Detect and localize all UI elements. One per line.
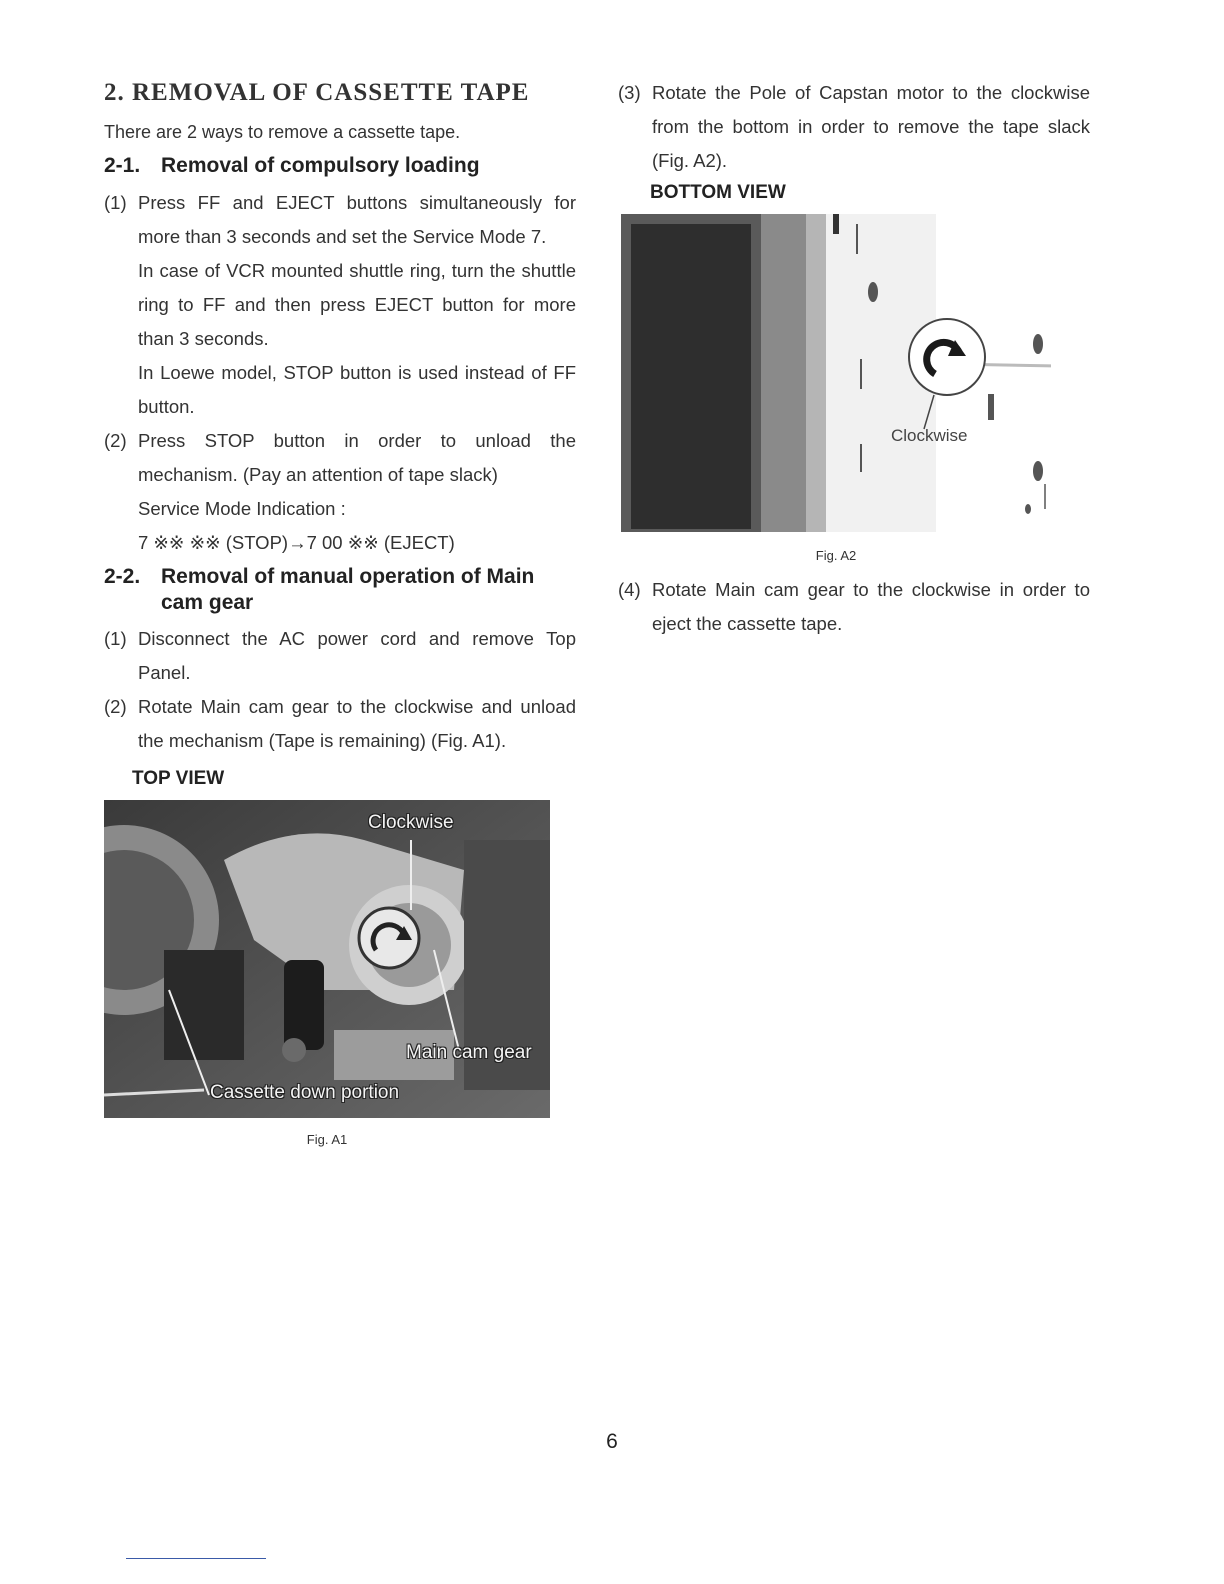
item-text: Rotate Main cam gear to the clockwise and unload the mechanism (Tape is remaining) (Fig. A1).	[138, 696, 576, 751]
bottom-view-photo-illustration	[621, 214, 1051, 536]
item-text: Disconnect the AC power cord and remove Top Panel.	[138, 628, 576, 683]
section-intro: There are 2 ways to remove a cassette tape.	[104, 122, 461, 142]
subsection-heading-2-1	[104, 152, 576, 180]
list-item	[104, 622, 576, 690]
figure-a1-photo	[104, 800, 550, 1118]
list-item	[104, 690, 576, 758]
item-number: (2)	[104, 430, 127, 451]
bottom-view-label: BOTTOM VIEW	[650, 182, 786, 203]
item-text: Rotate Main cam gear to the clockwise in order to eject the cassette tape.	[652, 579, 1090, 634]
figure-a2-caption: Fig. A2	[815, 548, 857, 563]
list-item	[618, 76, 1090, 178]
callout-clockwise: Clockwise	[368, 812, 454, 833]
item-number: (2)	[104, 696, 127, 717]
list-item	[104, 424, 576, 492]
item-number: (1)	[104, 628, 127, 649]
figure-a1-caption: Fig. A1	[306, 1132, 348, 1147]
subsection-title: Removal of manual operation of Main cam gear	[161, 565, 535, 614]
top-view-label: TOP VIEW	[132, 768, 225, 789]
service-mode-value: 7 ※※ ※※ (STOP)→7 00 ※※ (EJECT)	[138, 532, 455, 553]
item-number: (3)	[618, 82, 641, 103]
item-text: Rotate the Pole of Capstan motor to the clockwise from the bottom in order to remove the tape slack (Fig. A2).	[652, 82, 1090, 171]
page-number: 6	[606, 1430, 618, 1453]
callout-cassette-down-portion: Cassette down portion	[210, 1082, 400, 1103]
subsection-title: Removal of compulsory loading	[161, 154, 480, 177]
mechanism-photo-illustration	[104, 800, 550, 1118]
footer-rule	[126, 1558, 266, 1559]
callout-main-cam-gear: Main cam gear	[406, 1042, 532, 1063]
service-mode-label: Service Mode Indication :	[138, 498, 346, 519]
item-text: Press FF and EJECT buttons simultaneously for more than 3 seconds and set the Service Mode 7.	[138, 192, 576, 247]
list-item	[618, 573, 1090, 641]
subsection-heading-2-2	[104, 564, 576, 616]
item-note: In Loewe model, STOP button is used instead of FF button.	[138, 362, 576, 417]
list-item	[104, 186, 576, 254]
right-column	[618, 76, 1090, 641]
section-title: 2. REMOVAL OF CASSETTE TAPE	[104, 79, 530, 106]
item-text: Press STOP button in order to unload the mechanism. (Pay an attention of tape slack)	[138, 430, 576, 485]
figure-a2-photo	[621, 214, 1051, 536]
left-column	[104, 76, 576, 1147]
subsection-number: 2-2.	[104, 565, 141, 588]
item-number: (4)	[618, 579, 641, 600]
subsection-number: 2-1.	[104, 154, 141, 177]
callout-clockwise: Clockwise	[891, 426, 968, 445]
item-note: In case of VCR mounted shuttle ring, turn the shuttle ring to FF and then press EJECT button for more than 3 seconds.	[138, 260, 576, 349]
item-number: (1)	[104, 192, 127, 213]
